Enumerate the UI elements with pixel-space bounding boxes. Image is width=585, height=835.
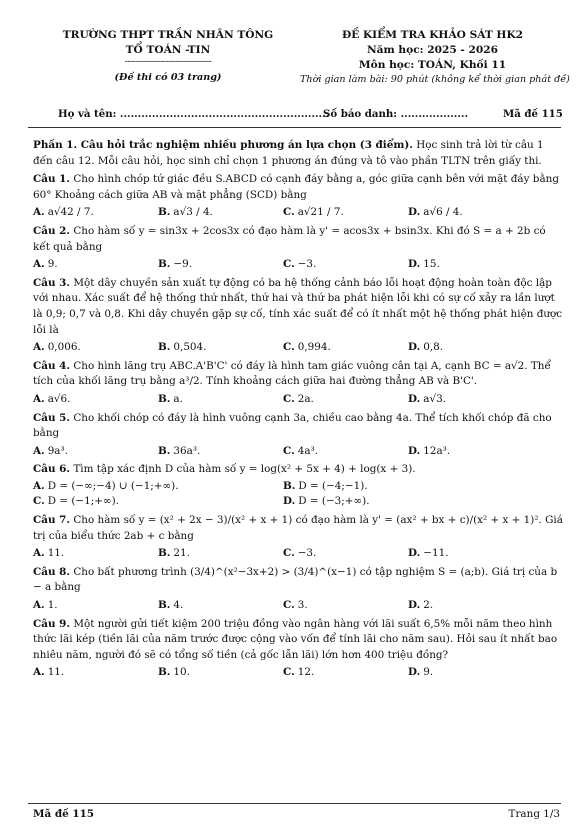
answer-option [33,392,158,408]
question-text: Cho bất phương trình (3/4)^(x²−3x+2) > (3/4)^(x−1) có tập nghiệm S = (a;b). Giá trị của b − a bằng [33,565,558,594]
option-text: −9. [173,258,193,271]
option-letter: D. [408,206,421,219]
option-letter: D. [408,258,421,271]
question-label: Câu 5. [33,411,71,424]
question-label: Câu 2. [33,224,71,237]
school-name: TRƯỜNG THPT TRẦN NHÂN TÔNG [62,29,274,41]
option-letter: D. [408,341,421,354]
exam-code: Mã đề 115 [503,108,563,120]
answer-option [408,205,533,221]
option-text: D = (−1;+∞). [47,495,119,508]
option-letter: B. [158,206,171,219]
option-text: D = (−4;−1). [298,479,368,492]
question-text: Cho hàm số y = (x² + 2x − 3)/(x² + x + 1) có đạo hàm là y' = (ax² + bx + c)/(x² + x + 1)². Giá trị của biểu thức 2ab + c bằng [33,514,563,542]
option-text: 9a³. [47,444,68,457]
option-letter: C. [283,206,295,219]
answer-option [158,205,283,221]
option-text: 3. [297,599,308,612]
question-1 [33,172,565,203]
answer-option [408,546,533,562]
answer-options [33,257,533,273]
option-letter: B. [158,666,171,679]
answer-option [158,257,283,273]
pages-note: (Đề thi có 03 trang) [114,72,222,83]
option-text: 10. [173,666,190,679]
question-list [33,172,565,681]
answer-option [33,257,158,273]
header-left [58,28,278,85]
answer-option [33,546,158,562]
question-2 [33,224,565,255]
option-text: 0,8. [423,341,444,354]
answer-option [408,665,533,681]
answer-options [33,205,533,221]
part1-text: Học sinh trả lời từ câu 1 đến câu 12. Mỗi câu hỏi, học sinh chỉ chọn 1 phương án đúng và tô vào phần TLTN trên giấy thi. [33,139,544,167]
question-label: Câu 1. [33,173,71,186]
answer-option [283,392,408,408]
option-letter: C. [283,392,295,405]
option-text: 4. [173,599,184,612]
option-text: a√42 / 7. [47,206,94,219]
answer-option [158,392,283,408]
option-text: 0,006. [47,341,81,354]
option-text: −3. [297,258,317,271]
question-4 [33,359,565,390]
answer-option [33,340,158,356]
question-3 [33,276,565,338]
answer-options [33,479,565,510]
subject: Môn học: TOÁN, Khối 11 [358,59,507,71]
option-text: D = (−3;+∞). [298,495,370,508]
option-text: D = (−∞;−4) ∪ (−1;+∞). [47,479,179,492]
option-text: a√6. [47,392,71,405]
question-text: Cho hình lăng trụ ABC.A'B'C' có đáy là hình tam giác vuông cân tại A, cạnh BC = a√2. Thể tích của khối lăng trụ bằng a³/2. Tính khoảng cách giữa hai đường thẳng AB và B'C'. [33,359,551,388]
option-letter: A. [33,479,45,492]
header-divider [28,127,561,128]
name-field: Họ và tên: ........................................................... [58,108,330,120]
question-text: Một dây chuyền sản xuất tự động có ba hệ thống cảnh báo lỗi hoạt động hoàn toàn độc lập với nhau. Xác suất để hệ thống thứ nhất, thứ hai và thứ ba phát hiện lỗi khi có sự cố xảy ra lần lượt là 0,9; 0,7 và 0,8. Khi dây chuyền gặp sự cố, tính xác suất để có ít nhất một hệ thống phát hiện được lỗi là [33,276,563,336]
answer-option [33,598,158,614]
option-text: 15. [423,258,440,271]
option-text: 2a. [297,392,314,405]
option-letter: B. [158,341,171,354]
question-text: Cho hàm số y = sin3x + 2cos3x có đạo hàm là y' = acos3x + bsin3x. Khi đó S = a + 2b có kết quả bằng [33,224,546,253]
option-letter: B. [283,479,296,492]
exam-title: ĐỀ KIỂM TRA KHẢO SÁT HK2 [341,29,524,41]
option-letter: A. [33,392,45,405]
option-text: 4a³. [297,444,318,457]
option-text: 1. [47,599,58,612]
time-limit: Thời gian làm bài: 90 phút (không kể thời gian phát đề) [300,74,570,85]
question-label: Câu 4. [33,359,71,372]
answer-option [158,665,283,681]
question-7 [33,513,565,544]
answer-options [33,546,533,562]
option-letter: C. [283,599,295,612]
header-right [300,28,570,87]
answer-options [33,665,533,681]
question-text: Tìm tập xác định D của hàm số y = log(x² + 5x + 4) + log(x + 3). [70,463,416,476]
option-text: a√6 / 4. [423,206,463,219]
answer-option [158,546,283,562]
answer-option [158,598,283,614]
part1-intro [33,138,565,169]
option-letter: C. [283,666,295,679]
footer-exam-code: Mã đề 115 [33,808,95,820]
option-letter: D. [283,495,296,508]
answer-option [283,546,408,562]
option-letter: C. [283,258,295,271]
answer-option [283,665,408,681]
header-dash: ---------------------------------- [124,57,212,67]
question-text: Cho hình chóp tứ giác đều S.ABCD có cạnh đáy bằng a, góc giữa cạnh bên với mặt đáy bằng 60° Khoảng cách giữa AB và mặt phẳng (SCD) bằng [33,173,559,201]
option-letter: D. [408,392,421,405]
answer-option [283,494,533,510]
part1-title: Phần 1. Câu hỏi trắc nghiệm nhiều phương án lựa chọn (3 điểm). [33,139,413,151]
option-letter: D. [408,599,421,612]
answer-option [283,444,408,460]
question-6 [33,462,565,478]
candidate-number-field: Số báo danh: ................... [323,108,468,120]
answer-options [33,392,533,408]
answer-option [408,598,533,614]
option-letter: A. [33,444,45,457]
footer-divider [28,803,561,804]
option-letter: D. [408,666,421,679]
option-letter: B. [158,444,171,457]
option-text: 12. [297,666,315,679]
answer-option [408,392,533,408]
answer-option [283,479,533,495]
option-text: 0,994. [297,341,331,354]
answer-options [33,598,533,614]
footer [33,808,560,820]
question-label: Câu 7. [33,514,71,527]
option-letter: A. [33,547,45,560]
option-letter: C. [283,341,295,354]
option-text: 9. [423,666,434,679]
answer-option [408,444,533,460]
option-letter: A. [33,666,45,679]
option-text: 11. [47,547,65,560]
option-letter: D. [408,547,421,560]
question-8 [33,565,565,596]
option-letter: A. [33,206,45,219]
question-label: Câu 8. [33,565,71,578]
question-label: Câu 6. [33,463,71,476]
option-text: 36a³. [173,444,201,457]
option-text: 9. [47,258,58,271]
answer-option [283,598,408,614]
answer-options [33,340,533,356]
option-text: 21. [173,547,190,560]
school-year: Năm học: 2025 - 2026 [366,44,498,56]
option-letter: C. [283,547,295,560]
option-text: 2. [423,599,434,612]
question-label: Câu 3. [33,276,71,289]
option-text: −3. [297,547,317,560]
option-text: 0,504. [173,341,207,354]
option-text: a√3. [423,392,446,405]
department-name: TỔ TOÁN -TIN [125,44,211,56]
page-number: Trang 1/3 [508,808,560,820]
option-letter: A. [33,599,45,612]
question-text: Một người gửi tiết kiệm 200 triệu đồng vào ngân hàng với lãi suất 6,5% mỗi năm theo hình thức lãi kép (tiền lãi của năm trước được cộng vào vốn để tính lãi cho năm sau). Hỏi sau ít nhất bao nhiêu năm, người đó sẽ có tổng số tiền (cả gốc lẫn lãi) lớn hơn 400 triệu đồng? [33,617,558,661]
option-text: 12a³. [423,444,451,457]
answer-option [283,340,408,356]
answer-option [283,205,408,221]
answer-option [158,444,283,460]
answer-option [408,340,533,356]
answer-option [33,444,158,460]
question-5 [33,411,565,442]
answer-option [408,257,533,273]
option-letter: A. [33,341,45,354]
option-text: a√3 / 4. [173,206,213,219]
question-label: Câu 9. [33,617,71,630]
option-text: 11. [47,666,65,679]
option-letter: B. [158,258,171,271]
answer-option [158,340,283,356]
option-letter: B. [158,547,171,560]
answer-option [33,494,283,510]
answer-options [33,444,533,460]
option-text: a. [173,392,183,405]
option-text: −11. [423,547,449,560]
question-9 [33,617,565,664]
answer-option [33,665,158,681]
answer-option [283,257,408,273]
questions-area [33,138,565,684]
option-letter: B. [158,599,171,612]
question-text: Cho khối chóp có đáy là hình vuông cạnh 3a, chiều cao bằng 4a. Thể tích khối chóp đã cho bằng [33,411,552,440]
option-letter: C. [33,495,45,508]
option-letter: C. [283,444,295,457]
option-letter: D. [408,444,421,457]
option-letter: A. [33,258,45,271]
option-letter: B. [158,392,171,405]
option-text: a√21 / 7. [297,206,344,219]
answer-option [33,479,283,495]
answer-option [33,205,158,221]
